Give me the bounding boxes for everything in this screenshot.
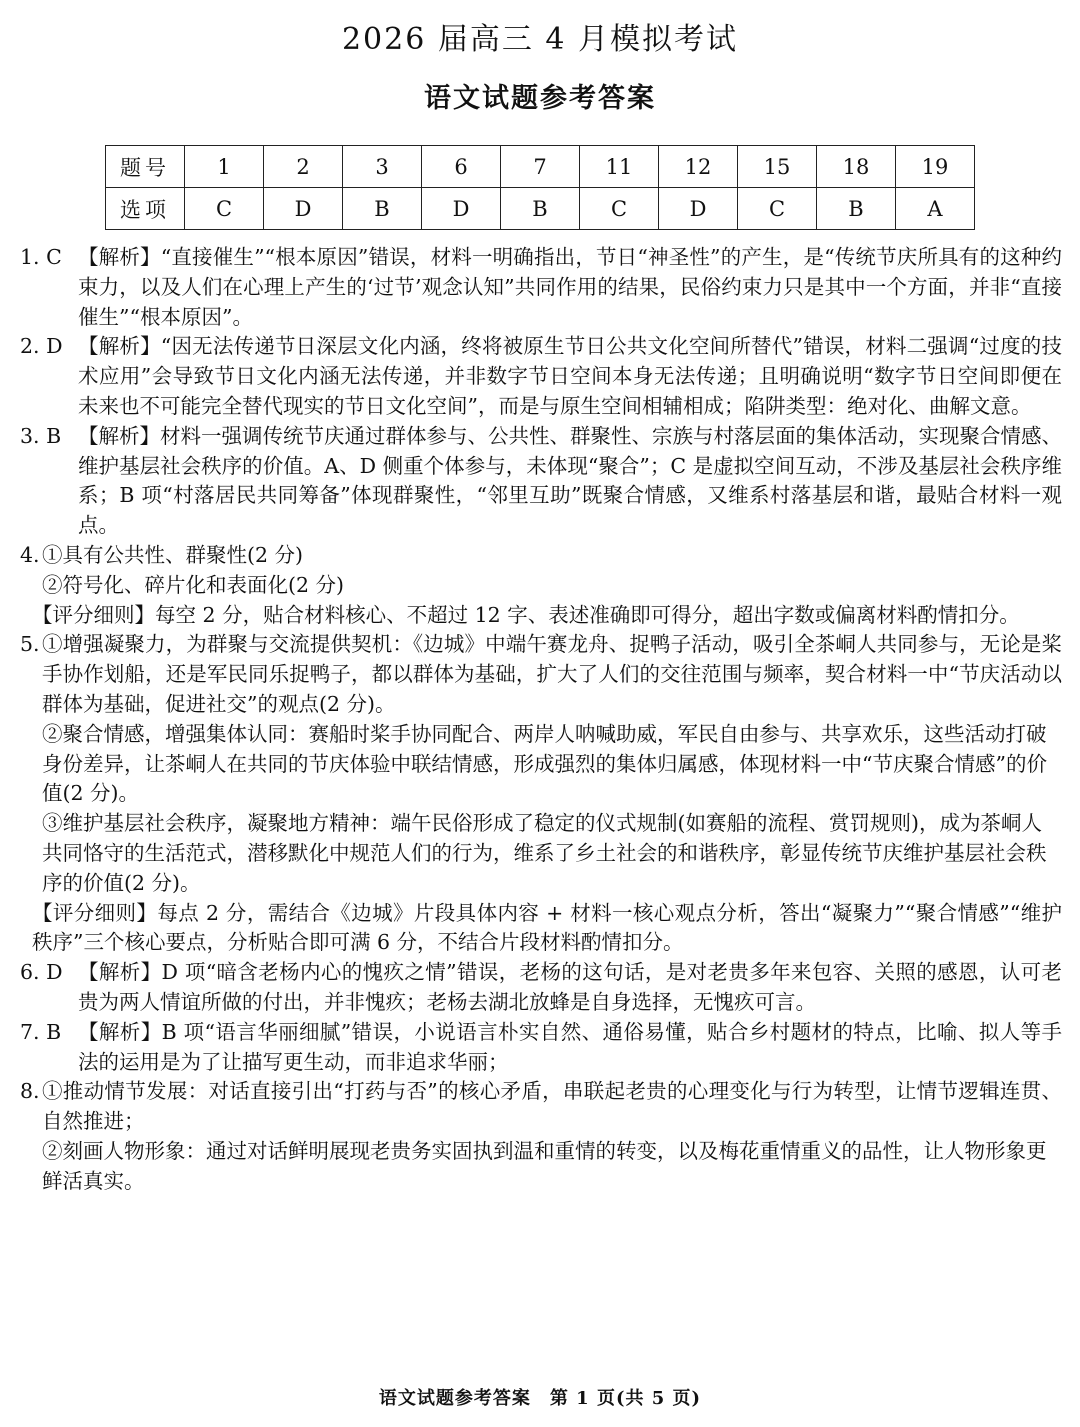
- question-number-cell: 11: [580, 146, 659, 188]
- option-cell: B: [501, 188, 580, 230]
- answer-point: ③维护基层社会秩序，凝聚地方精神：端午民俗形成了稳定的仪式规制(如赛船的流程、赏罚规则)，成为茶峒人共同恪守的生活范式，潜移默化中规范人们的行为，维系了乡土社会的和谐秩序，彰显传统节庆维护基层社会秩序的价值(2 分)。: [42, 811, 1047, 895]
- question-number-cell: 15: [738, 146, 817, 188]
- question-number-row: [106, 146, 975, 188]
- answer-point: ①增强凝聚力，为群聚与交流提供契机：《边城》中端午赛龙舟、捉鸭子活动，吸引全茶峒人共同参与，无论是桨手协作划船，还是军民同乐捉鸭子，都以群体为基础，扩大了人们的交往范围与频率，契合材料一中“节庆活动以群体为基础，促进社交”的观点(2 分)。: [42, 632, 1062, 716]
- option-cell: D: [659, 188, 738, 230]
- answer-item-4: [20, 541, 1062, 571]
- exam-title: 2026 届高三 4 月模拟考试: [341, 22, 739, 57]
- question-number-cell: 18: [817, 146, 896, 188]
- option-cell: D: [422, 188, 501, 230]
- row-label-question-number: 题号: [106, 146, 185, 188]
- answer-key-table: [105, 145, 975, 230]
- answer-point: ①具有公共性、群聚性(2 分): [42, 542, 304, 567]
- answer-number: 2. D: [20, 334, 63, 359]
- answer-item-1: [20, 243, 1062, 332]
- answer-item-3: [20, 422, 1062, 541]
- answer-point: ②符号化、碎片化和表面化(2 分): [42, 572, 345, 597]
- answer-number: 1. C: [20, 245, 62, 269]
- grading-rules: 【评分细则】每空 2 分，贴合材料核心、不超过 12 字、表述准确即可得分，超出字数或偏离材料酌情扣分。: [32, 602, 1020, 627]
- answer-item-6: [20, 958, 1062, 1018]
- question-number-cell: 7: [501, 146, 580, 188]
- answer-item-2: [20, 332, 1062, 421]
- question-number-cell: 12: [659, 146, 738, 188]
- answer-number: 7. B: [20, 1019, 62, 1044]
- option-cell: B: [343, 188, 422, 230]
- answer-text: 【解析】“直接催生”“根本原因”错误，材料一明确指出，节日“神圣性”的产生，是“传统节庆所具有的这种约束力，以及人们在心理上产生的‘过节’观念认知”共同作用的结果，民俗约束力只是其中一个方面，并非“直接催生”“根本原因”。: [78, 245, 1062, 329]
- row-label-option: 选项: [106, 188, 185, 230]
- document-title: 语文试题参考答案: [424, 83, 656, 114]
- answer-text: 【解析】B 项“语言华丽细腻”错误，小说语言朴实自然、通俗易懂，贴合乡村题材的特点，比喻、拟人等手法的运用是为了让描写更生动，而非追求华丽；: [78, 1019, 1062, 1074]
- question-number-cell: 1: [185, 146, 264, 188]
- question-number-cell: 3: [343, 146, 422, 188]
- answer-item-8: [20, 1077, 1062, 1137]
- answer-point: ①推动情节发展：对话直接引出“打药与否”的核心矛盾，串联起老贵的心理变化与行为转型，让情节逻辑连贯、自然推进；: [42, 1079, 1062, 1134]
- page-footer: 语文试题参考答案 第 1 页(共 5 页): [378, 1388, 702, 1409]
- answer-text: 【解析】D 项“暗含老杨内心的愧疚之情”错误，老杨的这句话，是对老贵多年来包容、关照的感恩，认可老贵为两人情谊所做的付出，并非愧疚；老杨去湖北放蜂是自身选择，无愧疚可言。: [78, 960, 1062, 1014]
- option-cell: A: [896, 188, 975, 230]
- option-cell: B: [817, 188, 896, 230]
- answer-number: 3. B: [20, 423, 62, 448]
- question-number-cell: 2: [264, 146, 343, 188]
- question-number-cell: 19: [896, 146, 975, 188]
- option-cell: C: [738, 188, 817, 230]
- answer-point: ②聚合情感，增强集体认同：赛船时桨手协同配合、两岸人呐喊助威，军民自由参与、共享欢乐，这些活动打破身份差异，让茶峒人在共同的节庆体验中联结情感，形成强烈的集体归属感，体现材料一中“节庆聚合情感”的价值(2 分)。: [42, 721, 1047, 806]
- answer-number: 5.: [20, 632, 40, 657]
- option-cell: C: [580, 188, 659, 230]
- option-cell: C: [185, 188, 264, 230]
- grading-rules: 【评分细则】每点 2 分，需结合《边城》片段具体内容 + 材料一核心观点分析，答出“凝聚力”“聚合情感”“维护秩序”三个核心要点，分析贴合即可满 6 分，不结合片段材料酌情扣分。: [32, 900, 1062, 955]
- answer-item-5: [20, 630, 1062, 719]
- answer-number: 4.: [20, 542, 40, 567]
- answer-point: ②刻画人物形象：通过对话鲜明展现老贵务实固执到温和重情的转变，以及梅花重情重义的品性，让人物形象更鲜活真实。: [42, 1138, 1047, 1193]
- answer-item-7: [20, 1018, 1062, 1078]
- answer-number: 6. D: [20, 960, 63, 985]
- question-number-cell: 6: [422, 146, 501, 188]
- answer-text: 【解析】材料一强调传统节庆通过群体参与、公共性、群聚性、宗族与村落层面的集体活动，实现聚合情感、维护基层社会秩序的价值。A、D 侧重个体参与，未体现“聚合”；C 是虚拟空间互动，不涉及基层社会秩序维系；B 项“村落居民共同筹备”体现群聚性，“邻里互助”既聚合情感，又维系村落基层和谐，最贴合材料一观点。: [78, 423, 1062, 538]
- answer-number: 8.: [20, 1079, 40, 1104]
- answer-explanations: [20, 243, 1062, 1197]
- answer-text: 【解析】“因无法传递节日深层文化内涵，终将被原生节日公共文化空间所替代”错误，材料二强调“过度的技术应用”会导致节日文化内涵无法传递，并非数字节日空间本身无法传递；且明确说明“数字节日空间即便在未来也不可能完全替代现实的节日文化空间”，而是与原生空间相辅相成；陷阱类型：绝对化、曲解文意。: [78, 334, 1062, 418]
- option-row: [106, 188, 975, 230]
- option-cell: D: [264, 188, 343, 230]
